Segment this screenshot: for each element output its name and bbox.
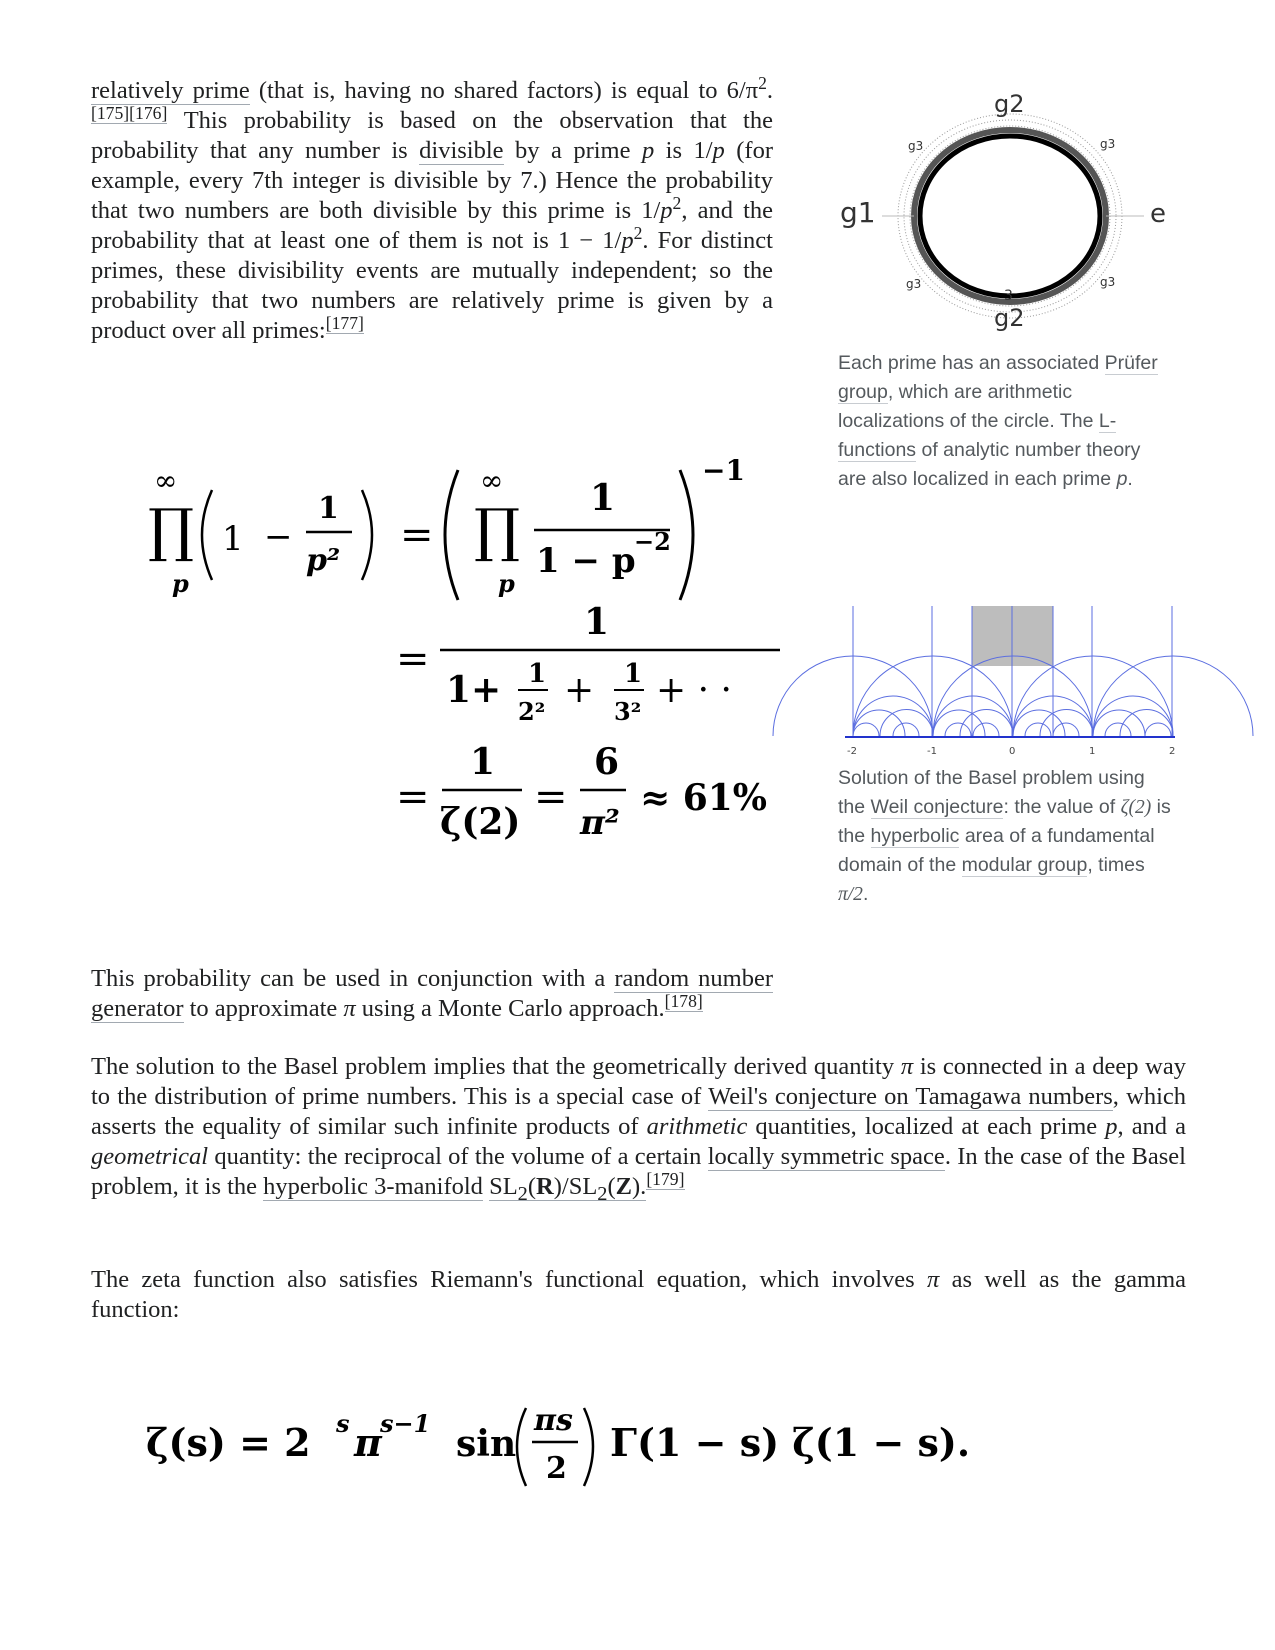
eq1-eq-2: =: [396, 636, 430, 682]
label-g3-c: g3: [906, 277, 922, 291]
modular-domain-figure: [845, 606, 1175, 762]
p1-text-h: . For distinct primes, these divisibility events are mutually independent; so the probability that two numbers are relatively prime is given by a product over all primes:: [91, 227, 773, 344]
link-divisible[interactable]: divisible: [419, 137, 504, 164]
eq1-exp-neg1: −1: [702, 454, 745, 487]
cap2-zeta2: ζ(2): [1120, 797, 1152, 818]
eq2-frac-num: πs: [534, 1403, 573, 1438]
p2-text-c: using a Monte Carlo approach.: [355, 995, 665, 1022]
p3-text-c: , which asserts the equality of similar such infinite products of: [91, 1083, 1186, 1140]
tick-minus-1: -1: [927, 746, 937, 757]
p3-text-e: , and a: [1117, 1113, 1186, 1140]
eq2-lhs: ζ(s) = 2: [146, 1420, 311, 1465]
p3-text-g: . In the case of the Basel problem, it is the: [91, 1143, 1186, 1200]
basel-caption: [838, 764, 1173, 909]
cap2-text-e: , times: [1087, 854, 1145, 876]
eq2-sup-s: s: [336, 1409, 350, 1438]
p3-text-a: The solution to the Basel problem implies that the geometrically derived quantity: [91, 1053, 901, 1080]
p3-text-b: is connected in a deep way to the distribution of prime numbers. This is a special case of: [91, 1053, 1186, 1110]
label-g1: g1: [840, 196, 876, 229]
link-locally-symmetric-space[interactable]: locally symmetric space: [707, 1143, 945, 1170]
prufer-ring-inner: [920, 136, 1100, 296]
eq1-eq-1: =: [400, 512, 434, 558]
p2-text-a: This probability can be used in conjunction with a: [91, 965, 615, 992]
p1-sup-2b: 2: [672, 192, 682, 213]
link-hyperbolic-3-manifold[interactable]: hyperbolic 3-manifold: [263, 1173, 483, 1200]
p1-text-a: (that is, having no shared factors) is equal to 6/π: [249, 77, 759, 104]
p1-text-d: by a prime: [503, 137, 642, 164]
eq1-dots: + · ·: [656, 670, 732, 711]
p1-sup-2: 2: [758, 72, 767, 93]
eq1-one-line3: 1: [470, 741, 496, 783]
cap1-text-b: , which are arithmetic localizations of the circle. The: [838, 381, 1099, 432]
eq1-exp-neg2: −2: [634, 527, 671, 556]
eq1-prod-2: ∏: [474, 496, 521, 564]
paragraph-tamagawa: [91, 1052, 1186, 1209]
eq1-inf-1: ∞: [154, 464, 178, 497]
eq1-inf-2: ∞: [480, 464, 504, 497]
p3-text-d: quantities, localized at each prime: [747, 1113, 1106, 1140]
p2-pi: π: [343, 995, 356, 1022]
p1-var-p-3: p: [660, 197, 673, 224]
p1-text-g: , and the probability that at least one of them is not is 1 − 1/: [91, 197, 773, 254]
link-modular-group[interactable]: modular group: [961, 854, 1088, 876]
sl-bold-r: R: [536, 1173, 554, 1200]
p4-text-b: as well as the gamma function:: [91, 1266, 1187, 1323]
p1-text-c: This probability is based on the observation that the probability that any number is: [91, 107, 773, 164]
tick-1: 1: [1089, 746, 1096, 757]
cap1-text-d: .: [1127, 468, 1133, 490]
label-g2-bottom-exp: 3: [1004, 288, 1013, 304]
p3-pi: π: [900, 1053, 914, 1080]
p3-text-f: quantity: the reciprocal of the volume of a certain: [208, 1143, 708, 1170]
cap1-text-a: Each prime has an associated: [838, 352, 1105, 374]
link-relatively-prime[interactable]: relatively prime: [91, 77, 250, 104]
eq2-sin: sin: [456, 1423, 517, 1465]
prufer-caption: [838, 349, 1173, 494]
link-hyperbolic[interactable]: hyperbolic: [870, 825, 960, 847]
eq1-minus-1: −: [264, 517, 293, 557]
eq1-paren-l1: [202, 490, 212, 580]
eq2-frac-den: 2: [546, 1451, 567, 1486]
p1-text-f: (for example, every 7th integer is divisible by 7.) Hence the probability that two numbers are both divisible by this prime is 1/: [91, 137, 773, 224]
cap1-text-c: of analytic number theory are also localized in each prime: [838, 439, 1141, 490]
eq1-small-num-b: 1: [624, 659, 643, 689]
p1-sup-2c: 2: [633, 222, 643, 243]
ref-179[interactable]: [179]: [646, 1168, 685, 1189]
p3-var-p: p: [1105, 1113, 1118, 1140]
p1-text-b: .: [766, 77, 774, 104]
link-prufer-group[interactable]: Prüfer group: [838, 352, 1158, 403]
tick-2: 2: [1169, 746, 1176, 757]
ref-178[interactable]: [178]: [664, 990, 703, 1011]
eq1-p-2: p: [498, 569, 515, 598]
eq1-bigparen-l: [445, 470, 458, 600]
paragraph-functional-equation: [91, 1265, 1186, 1325]
eq1-pi2: π²: [580, 803, 620, 843]
cap1-var-p: p: [1116, 468, 1128, 490]
label-g3-d: g3: [1100, 275, 1116, 289]
sl-b: )/SL: [553, 1173, 598, 1200]
eq1-frac-den-1: p²: [306, 543, 341, 578]
eq1-eq-4: =: [534, 774, 568, 820]
link-weil-tamagawa[interactable]: Weil's conjecture on Tamagawa numbers: [708, 1083, 1113, 1110]
paragraph-probability-coprime: [91, 72, 774, 346]
eq1-frac-num-1: 1: [318, 491, 339, 526]
sl-sub-1: 2: [517, 1182, 528, 1205]
functional-equation: [140, 1386, 971, 1496]
eq1-paren-r1: [362, 490, 372, 580]
eq2-paren-r: [584, 1408, 593, 1486]
label-g3-a: g3: [908, 139, 924, 153]
ref-175-176[interactable]: [175][176]: [91, 102, 168, 123]
euler-product-equation: [140, 450, 780, 910]
cap2-text-b: : the value of: [1003, 796, 1121, 818]
cap2-text-f: .: [862, 883, 869, 905]
sl-end: ).: [632, 1173, 647, 1200]
p1-var-p-4: p: [621, 227, 634, 254]
eq1-one-line2: 1: [584, 601, 610, 643]
cap2-text-c: is the: [838, 796, 1171, 847]
eq1-small-den-b: 3²: [614, 697, 642, 726]
eq1-prod-1: ∏: [148, 496, 195, 564]
eq1-bigparen-r: [680, 470, 693, 600]
p1-text-e: is 1/: [654, 137, 713, 164]
sl-a: SL: [489, 1173, 518, 1200]
sl-sub-2: 2: [597, 1182, 608, 1205]
link-sl2-quotient[interactable]: $SL_2(R)/SL_2(Z)$.: [489, 1173, 647, 1205]
paragraph-monte-carlo: [91, 964, 773, 1024]
cap2-text-d: area of a fundamental domain of the: [838, 825, 1155, 876]
label-e: e: [1150, 199, 1166, 229]
p3-em-arithmetic: arithmetic: [646, 1113, 748, 1140]
p1-var-p-2: p: [712, 137, 725, 164]
label-g2-top: g2: [994, 90, 1025, 118]
eq1-approx: ≈ 61%: [640, 777, 768, 819]
tick-minus-2: -2: [847, 746, 857, 757]
eq1-one-1: 1: [222, 519, 244, 559]
eq1-frac-num-2: 1: [590, 477, 616, 519]
cap2-text-a: Solution of the Basel problem using the: [838, 767, 1145, 818]
cap2-pi-half: π/2: [838, 884, 863, 905]
sl-bold-z: Z: [615, 1173, 633, 1200]
link-weil-conjecture[interactable]: Weil conjecture: [870, 796, 1004, 818]
p1-var-p-1: p: [641, 137, 655, 164]
eq1-p-1: p: [172, 569, 189, 598]
p2-text-b: to approximate: [183, 995, 344, 1022]
label-g2-bottom: g2: [994, 304, 1025, 332]
label-g3-b: g3: [1100, 137, 1116, 151]
prufer-group-figure: [838, 90, 1178, 340]
link-random-number-generator[interactable]: random number generator: [91, 965, 773, 1022]
eq2-rest: Γ(1 − s) ζ(1 − s).: [610, 1420, 971, 1465]
eq1-eq-3: =: [396, 774, 430, 820]
p4-text-a: The zeta function also satisfies Riemann's functional equation, which involves: [91, 1266, 928, 1293]
eq2-sup-s-1: s−1: [380, 1409, 431, 1438]
eq2-paren-l: [517, 1408, 526, 1486]
eq1-small-num-a: 1: [528, 659, 547, 689]
ref-177[interactable]: [177]: [325, 312, 364, 333]
link-l-functions[interactable]: L-functions: [838, 410, 1117, 461]
tick-0: 0: [1009, 746, 1016, 757]
eq2-pi: π: [354, 1420, 382, 1465]
eq1-frac-den-2: 1 − p: [536, 541, 636, 581]
eq1-denom-b: 1+: [446, 669, 502, 711]
eq1-plus: +: [564, 670, 595, 711]
p4-pi: π: [927, 1266, 940, 1293]
eq1-small-den-a: 2²: [518, 697, 546, 726]
eq1-zeta2: ζ(2): [440, 801, 521, 843]
p3-em-geometrical: geometrical: [91, 1143, 209, 1170]
eq1-six: 6: [594, 741, 620, 783]
